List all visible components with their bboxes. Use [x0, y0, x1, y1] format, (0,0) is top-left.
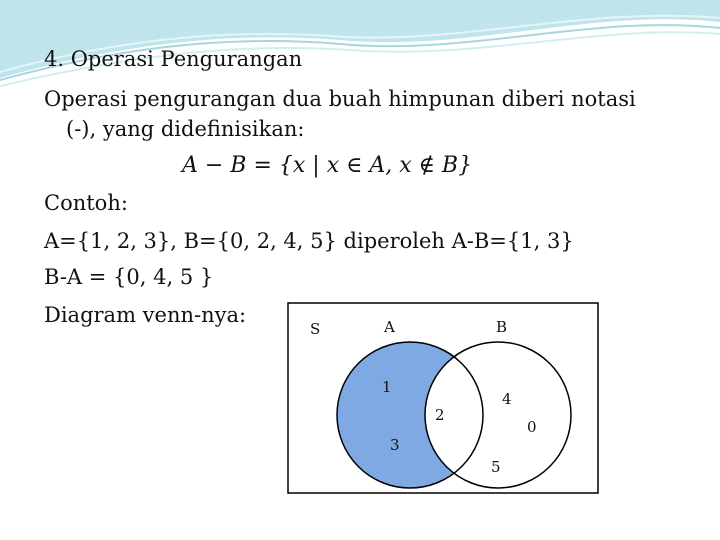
element-intersection: 2 [435, 406, 445, 424]
set-b-label: B [496, 318, 508, 336]
set-difference-formula: A − B = {x | x ∈ A, x ∉ B} [182, 153, 473, 178]
venn-drawing [280, 300, 600, 495]
element-b-only: 0 [527, 418, 537, 436]
universe-label: S [310, 320, 321, 338]
slide-heading: 4. Operasi Pengurangan [44, 47, 303, 71]
set-a-label: A [384, 318, 395, 336]
example-line1: A={1, 2, 3}, B={0, 2, 4, 5} diperoleh A-B={1, 3} [44, 229, 574, 253]
definition-text-line1: Operasi pengurangan dua buah himpunan diberi notasi [44, 87, 636, 111]
element-b-only: 4 [502, 390, 512, 408]
venn-caption: Diagram venn-nya: [44, 303, 247, 327]
example-title: Contoh: [44, 191, 128, 215]
element-a-only: 3 [390, 436, 400, 454]
definition-text-line2: (-), yang didefinisikan: [66, 117, 305, 141]
element-b-only: 5 [491, 458, 501, 476]
venn-diagram [280, 300, 600, 495]
element-a-only: 1 [382, 378, 392, 396]
example-line2: B-A = {0, 4, 5 } [44, 265, 214, 289]
